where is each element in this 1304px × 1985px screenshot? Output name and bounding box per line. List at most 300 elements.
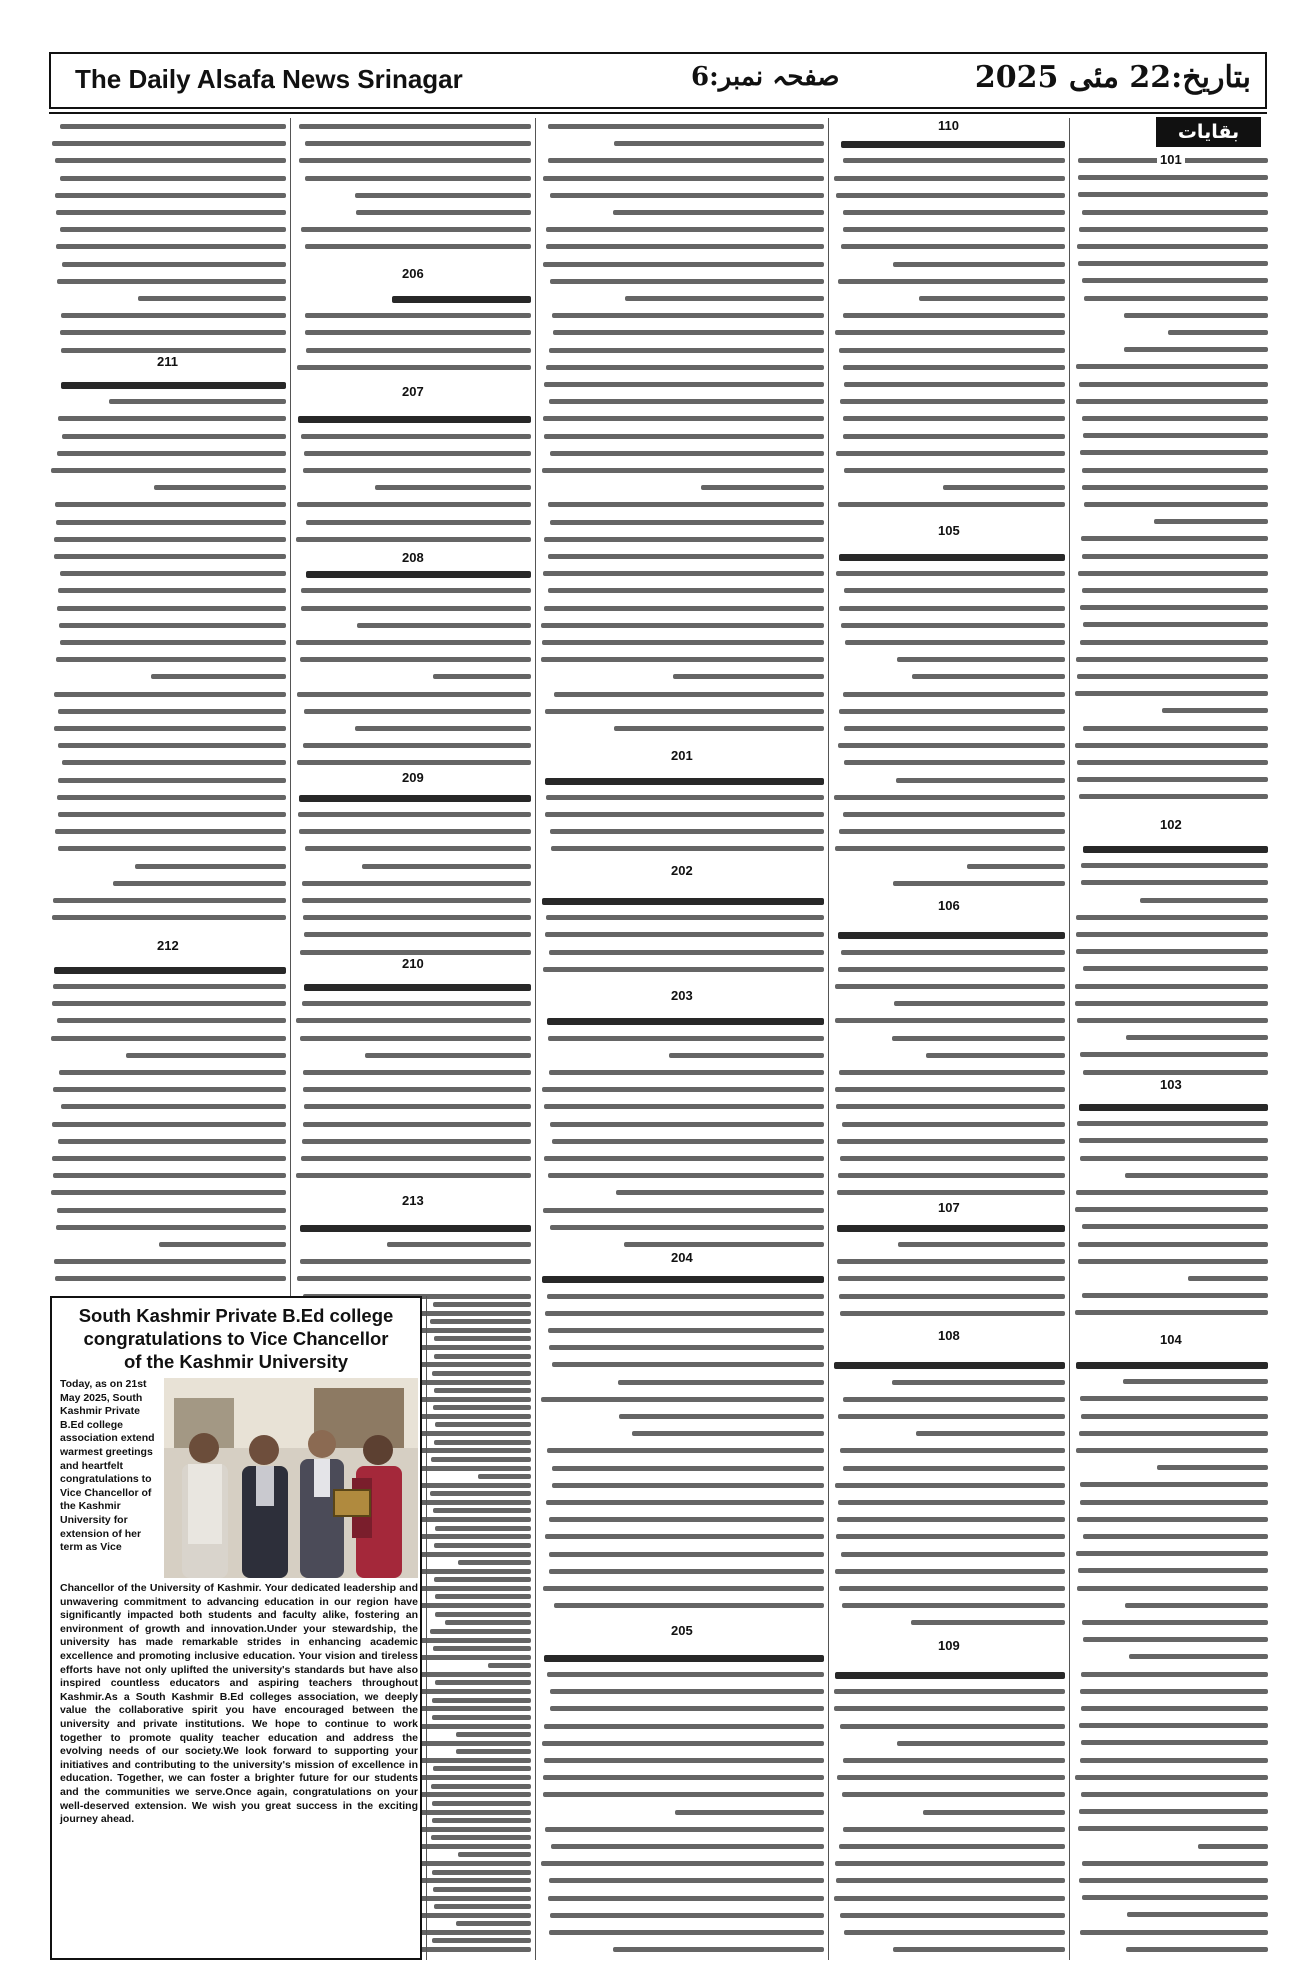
text-line (547, 1448, 824, 1453)
text-line (550, 1122, 824, 1127)
text-line (1077, 1586, 1268, 1591)
text-line (54, 967, 286, 974)
text-line (843, 692, 1065, 697)
text-line (544, 1655, 824, 1662)
text-line (1080, 1500, 1268, 1505)
text-line (55, 158, 286, 163)
congratulations-notice (50, 1296, 422, 1960)
section-number: 106 (935, 898, 963, 913)
text-line (843, 227, 1065, 232)
text-line (434, 1904, 531, 1909)
text-line (843, 1397, 1065, 1402)
text-line (839, 606, 1065, 611)
text-line (300, 1036, 531, 1041)
text-line (1080, 605, 1268, 610)
text-line (843, 1758, 1065, 1763)
text-line (302, 881, 531, 886)
text-line (549, 1345, 824, 1350)
text-line (1077, 244, 1268, 249)
section-number: 207 (399, 384, 427, 399)
text-line (56, 520, 286, 525)
section-number: 208 (399, 550, 427, 565)
text-line (544, 537, 824, 542)
text-line (306, 571, 531, 578)
text-line (542, 1276, 824, 1283)
text-line (835, 1018, 1065, 1023)
text-line (1082, 1224, 1268, 1229)
text-line (546, 227, 824, 232)
text-line (55, 193, 286, 198)
text-line (840, 1913, 1065, 1918)
text-line (299, 158, 531, 163)
text-line (842, 1792, 1065, 1797)
text-line (305, 141, 531, 146)
text-line (548, 124, 824, 129)
section-number: 108 (935, 1328, 963, 1343)
text-line (432, 1715, 531, 1720)
text-line (1079, 1878, 1268, 1883)
text-line (542, 640, 824, 645)
text-line (362, 864, 531, 869)
text-line (303, 915, 531, 920)
text-line (838, 502, 1065, 507)
text-line (550, 829, 824, 834)
text-line (1078, 175, 1268, 180)
text-line (1075, 1775, 1268, 1780)
text-line (301, 1156, 531, 1161)
text-line (303, 743, 531, 748)
text-line (1082, 588, 1268, 593)
section-number: 109 (935, 1638, 963, 1653)
text-line (435, 1422, 531, 1427)
text-line (431, 1457, 531, 1462)
text-line (893, 262, 1065, 267)
text-line (1080, 640, 1268, 645)
text-line (837, 1139, 1065, 1144)
text-line (619, 1414, 824, 1419)
text-line (841, 244, 1065, 249)
section-number: 104 (1157, 1332, 1185, 1347)
section-number: 101 (1157, 152, 1185, 167)
text-line (701, 485, 824, 490)
text-line (550, 279, 824, 284)
text-line (51, 1190, 286, 1195)
text-line (553, 330, 824, 335)
text-line (1127, 1912, 1268, 1917)
text-line (839, 348, 1065, 353)
text-line (1083, 622, 1268, 627)
text-line (1082, 1293, 1268, 1298)
text-line (1082, 1620, 1268, 1625)
text-line (544, 434, 824, 439)
text-line (1082, 1895, 1268, 1900)
text-line (1084, 502, 1268, 507)
text-line (434, 1388, 531, 1393)
text-line (432, 1801, 531, 1806)
section-number: 204 (668, 1250, 696, 1265)
text-line (548, 1896, 824, 1901)
text-line (432, 1698, 531, 1703)
text-line (549, 399, 824, 404)
text-line (549, 1930, 824, 1935)
text-line (305, 244, 531, 249)
text-line (303, 1087, 531, 1092)
text-line (840, 1724, 1065, 1729)
text-line (1076, 1190, 1268, 1195)
notice-body-main: Chancellor of the University of Kashmir. Your dedicated leadership and unwavering commitment to advancing education in our region have significantly impacted both students and faculty alike, fostering an environment of growth and innovation.Under your stewardship, the university has made remarkable strides in enhancing academic excellence and promoting inclusive education. Your vision and tireless efforts have not only uplifted the university's standards but have also inspired countless educators and aspiring teachers throughout Kashmir.As a South Kashmir B.Ed colleges association, we deeply value the collaborative spirit you have encouraged between the university and private institutions. We hope to continue to work together to promote quality teacher education and address the evolving needs of our society.We look forward to supporting your initiatives and contributing to the university's mission of excellence in education. Together, we can foster a brighter future for our students and the communities we serve.Once again, congratulations on your well-deserved extension. We wish you great success in the exciting journey ahead. (60, 1582, 418, 1826)
text-line (543, 262, 824, 267)
text-line (62, 434, 286, 439)
text-line (546, 795, 824, 800)
text-line (1082, 1861, 1268, 1866)
text-line (430, 1629, 531, 1634)
text-line (113, 881, 286, 886)
text-line (61, 348, 286, 353)
section-number: 105 (935, 523, 963, 538)
text-line (126, 1053, 286, 1058)
text-line (1083, 433, 1268, 438)
text-line (301, 434, 531, 439)
text-line (912, 674, 1065, 679)
text-line (54, 1259, 286, 1264)
text-line (1080, 1482, 1268, 1487)
text-line (298, 416, 531, 423)
text-line (1078, 1568, 1268, 1573)
text-line (835, 330, 1065, 335)
text-line (839, 1070, 1065, 1075)
text-line (433, 1887, 531, 1892)
text-line (842, 1122, 1065, 1127)
text-line (1076, 1448, 1268, 1453)
text-line (836, 1878, 1065, 1883)
text-line (1076, 1551, 1268, 1556)
text-line (458, 1560, 531, 1565)
text-line (550, 1689, 824, 1694)
text-line (1077, 1121, 1268, 1126)
text-line (109, 399, 286, 404)
text-line (835, 1483, 1065, 1488)
text-line (435, 1680, 531, 1685)
text-line (1077, 760, 1268, 765)
text-line (57, 1018, 286, 1023)
text-line (1080, 1052, 1268, 1057)
section-number: 211 (154, 354, 181, 369)
text-line (552, 1466, 824, 1471)
text-line (57, 451, 286, 456)
text-line (435, 1612, 531, 1617)
text-line (1083, 1637, 1268, 1642)
text-line (546, 915, 824, 920)
text-line (835, 1087, 1065, 1092)
text-line (356, 210, 531, 215)
text-line (434, 1577, 531, 1582)
text-line (296, 640, 531, 645)
text-line (432, 1938, 531, 1943)
text-line (61, 313, 286, 318)
text-line (61, 382, 286, 389)
text-line (1082, 210, 1268, 215)
text-column (50, 118, 286, 1290)
text-line (433, 1508, 531, 1513)
text-line (897, 1741, 1065, 1746)
text-line (1168, 330, 1268, 335)
text-line (845, 640, 1065, 645)
text-line (431, 1835, 531, 1840)
text-line (1083, 1070, 1268, 1075)
text-line (432, 1371, 531, 1376)
text-line (297, 1276, 531, 1281)
text-line (841, 1552, 1065, 1557)
text-line (305, 330, 531, 335)
text-line (841, 141, 1065, 148)
masthead (49, 52, 1267, 109)
text-line (302, 1001, 531, 1006)
text-line (1081, 1792, 1268, 1797)
text-line (1082, 468, 1268, 473)
notice-body-intro: Today, as on 21st May 2025, South Kashmir Private B.Ed college association extend warmest greetings and heartfelt congratulations to Vice Chancellor of the Kashmir University for extension of her term as Vice (60, 1378, 155, 1554)
text-line (55, 1276, 286, 1281)
text-line (843, 365, 1065, 370)
section-number: 209 (399, 770, 427, 785)
text-line (54, 554, 286, 559)
text-line (844, 726, 1065, 731)
section-number: 201 (668, 748, 696, 763)
text-line (55, 502, 286, 507)
text-line (56, 210, 286, 215)
text-line (300, 657, 531, 662)
text-line (841, 623, 1065, 628)
text-line (550, 1706, 824, 1711)
text-line (835, 984, 1065, 989)
text-line (544, 382, 824, 387)
section-number: 107 (935, 1200, 963, 1215)
text-line (943, 485, 1065, 490)
text-line (549, 1878, 824, 1883)
text-line (60, 227, 286, 232)
text-line (548, 158, 824, 163)
text-line (836, 193, 1065, 198)
text-line (893, 881, 1065, 886)
date-label: بتاریخ:22 مئی 2025 (974, 60, 1251, 95)
text-line (296, 1018, 531, 1023)
text-line (843, 210, 1065, 215)
text-line (838, 1276, 1065, 1281)
text-line (299, 829, 531, 834)
text-line (839, 554, 1065, 561)
text-line (549, 348, 824, 353)
text-line (632, 1431, 824, 1436)
text-line (138, 296, 286, 301)
text-line (551, 1844, 824, 1849)
text-line (296, 537, 531, 542)
text-line (433, 1766, 531, 1771)
text-line (1080, 450, 1268, 455)
text-line (300, 1259, 531, 1264)
text-line (834, 1706, 1065, 1711)
section-number: 110 (935, 118, 962, 133)
text-line (548, 588, 824, 593)
text-line (56, 244, 286, 249)
text-line (298, 812, 531, 817)
text-line (1082, 485, 1268, 490)
text-line (618, 1380, 824, 1385)
text-line (58, 812, 286, 817)
text-line (554, 692, 824, 697)
text-line (839, 709, 1065, 714)
text-line (541, 623, 824, 628)
text-line (544, 606, 824, 611)
text-line (549, 950, 824, 955)
text-line (297, 692, 531, 697)
text-line (549, 1552, 824, 1557)
text-line (1076, 932, 1268, 937)
text-line (673, 674, 824, 679)
text-line (624, 1242, 824, 1247)
text-line (1157, 1465, 1268, 1470)
text-line (54, 537, 286, 542)
text-line (1082, 416, 1268, 421)
text-line (551, 846, 824, 851)
text-line (1078, 192, 1268, 197)
text-line (1076, 364, 1268, 369)
text-line (1125, 1603, 1268, 1608)
text-line (1080, 1930, 1268, 1935)
text-line (1079, 1104, 1268, 1111)
text-line (301, 606, 531, 611)
section-number: 212 (154, 938, 182, 953)
text-line (550, 1225, 824, 1230)
section-number: 213 (399, 1193, 427, 1208)
notice-title-line-2: congratulations to Vice Chancellor (83, 1328, 389, 1349)
text-line (62, 262, 286, 267)
text-line (544, 1724, 824, 1729)
text-line (543, 1208, 824, 1213)
text-line (893, 1947, 1065, 1952)
text-line (1075, 1310, 1268, 1315)
text-line (306, 520, 531, 525)
text-line (548, 554, 824, 559)
text-line (297, 365, 531, 370)
text-line (549, 1070, 824, 1075)
text-line (896, 778, 1065, 783)
text-line (544, 1104, 824, 1109)
text-line (52, 1122, 286, 1127)
text-line (303, 1122, 531, 1127)
text-line (1162, 708, 1268, 713)
text-line (53, 1173, 286, 1178)
text-line (843, 1466, 1065, 1471)
text-line (58, 778, 286, 783)
section-number: 202 (668, 863, 696, 878)
text-line (550, 1913, 824, 1918)
text-line (392, 296, 531, 303)
text-line (434, 1543, 531, 1548)
text-line (613, 1947, 824, 1952)
text-line (837, 1225, 1065, 1232)
text-line (1075, 1207, 1268, 1212)
text-line (56, 657, 286, 662)
text-line (840, 1311, 1065, 1316)
group-photo-illustration (164, 1378, 418, 1578)
text-column (1074, 152, 1268, 1960)
text-line (433, 674, 531, 679)
text-line (844, 468, 1065, 473)
text-line (151, 674, 286, 679)
text-line (432, 1870, 531, 1875)
group-photo (164, 1378, 418, 1578)
text-line (836, 571, 1065, 576)
text-line (548, 1328, 824, 1333)
text-line (835, 1569, 1065, 1574)
text-line (838, 1414, 1065, 1419)
text-line (843, 812, 1065, 817)
text-line (967, 864, 1065, 869)
text-line (434, 1440, 531, 1445)
text-line (1140, 898, 1268, 903)
text-line (1080, 1396, 1268, 1401)
text-line (838, 743, 1065, 748)
text-line (1078, 1259, 1268, 1264)
column-rule (828, 118, 829, 1960)
text-line (51, 468, 286, 473)
section-header-baqiyat: بقایات (1156, 117, 1261, 147)
notice-title-line-1: South Kashmir Private B.Ed college (78, 1305, 394, 1326)
text-line (839, 1844, 1065, 1849)
text-line (299, 124, 531, 129)
text-line (839, 829, 1065, 834)
section-number: 102 (1157, 817, 1185, 832)
text-line (456, 1749, 531, 1754)
text-line (458, 1852, 531, 1857)
text-line (837, 1517, 1065, 1522)
text-line (1076, 915, 1268, 920)
text-line (625, 296, 824, 301)
text-line (842, 1603, 1065, 1608)
text-line (1075, 1001, 1268, 1006)
text-line (430, 1319, 531, 1324)
section-number: 210 (399, 956, 427, 971)
text-line (834, 795, 1065, 800)
masthead-rule (49, 112, 1267, 114)
text-line (57, 1208, 286, 1213)
text-line (58, 709, 286, 714)
text-line (550, 520, 824, 525)
text-line (60, 330, 286, 335)
text-line (542, 898, 824, 905)
text-line (53, 1087, 286, 1092)
text-line (1076, 399, 1268, 404)
text-line (304, 1104, 531, 1109)
text-line (1083, 966, 1268, 971)
text-line (552, 1362, 824, 1367)
text-line (55, 829, 286, 834)
text-line (299, 795, 531, 802)
text-line (554, 1603, 824, 1608)
text-line (296, 1173, 531, 1178)
text-line (1079, 1138, 1268, 1143)
text-line (297, 502, 531, 507)
text-line (301, 227, 531, 232)
text-line (1075, 691, 1268, 696)
text-line (843, 313, 1065, 318)
text-line (302, 898, 531, 903)
text-line (543, 1775, 824, 1780)
text-line (844, 760, 1065, 765)
text-line (669, 1053, 824, 1058)
text-line (1198, 1844, 1268, 1849)
text-line (304, 451, 531, 456)
text-line (1081, 880, 1268, 885)
